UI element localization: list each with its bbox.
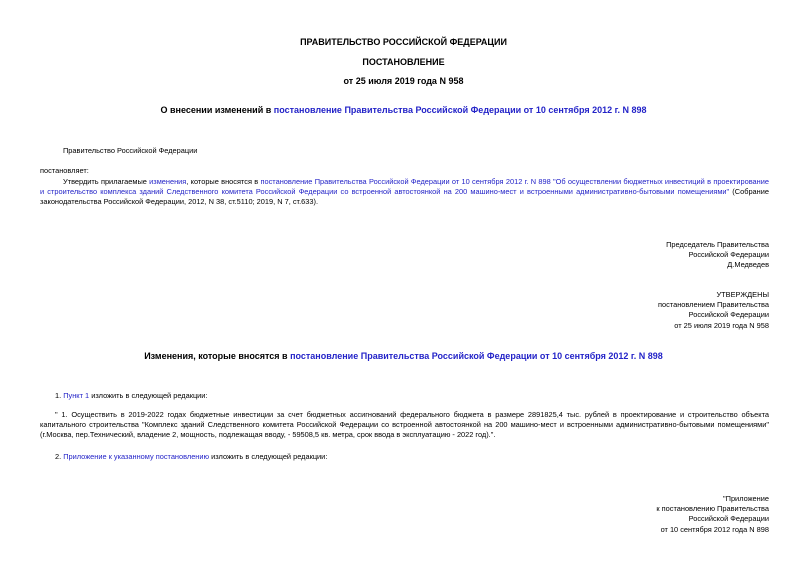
approved-country: Российской Федерации xyxy=(688,310,769,320)
appendix-date: от 10 сентября 2012 года N 898 xyxy=(660,524,769,534)
header-government: ПРАВИТЕЛЬСТВО РОССИЙСКОЙ ФЕДЕРАЦИИ xyxy=(300,37,507,47)
item-2 xyxy=(55,452,327,462)
changes-title xyxy=(0,351,807,361)
item-1-link[interactable]: Пункт 1 xyxy=(63,391,90,400)
item-1-text: изложить в следующей редакции: xyxy=(89,391,208,400)
header-decree-type: ПОСТАНОВЛЕНИЕ xyxy=(362,57,445,67)
approve-suffix: (Собрание законодательства Российской Федерации, 2012, N 38, ст.5110; 2019, N 7, ст.633). xyxy=(40,187,769,207)
signature-name: Д.Медведев xyxy=(727,260,769,270)
government-label: Правительство Российской Федерации xyxy=(63,146,198,155)
item-1-number: 1. xyxy=(55,391,64,400)
approved-date: от 25 июля 2019 года N 958 xyxy=(674,320,769,330)
approved-block xyxy=(500,290,769,331)
item-2-link[interactable]: Приложение к указанному постановлению xyxy=(63,452,210,461)
appendix-block xyxy=(500,494,769,535)
changes-link[interactable]: изменения xyxy=(149,177,187,186)
appendix-to: к постановлению Правительства xyxy=(656,504,769,514)
header-date: от 25 июля 2019 года N 958 xyxy=(343,76,464,86)
signature-block xyxy=(500,240,769,271)
approve-mid: , которые вносятся в xyxy=(186,177,261,186)
decrees-label: постановляет: xyxy=(40,166,89,175)
approve-paragraph xyxy=(40,177,769,208)
signature-title: Председатель Правительства xyxy=(666,240,769,249)
quote-paragraph: " 1. Осуществить в 2019-2022 годах бюджетные инвестиции за счет бюджетных ассигнований федерального бюджета в размере 2891825,4 тыс. рублей в проектирование и строительство объекта капитального строительства "Комплекс зданий Следственного комитета Российской Федерации со встроенной автостоянкой на 200 машино-мест и встроенными административно-бытовыми помещениями" (г.Москва, пер.Технический, владение 2, мощность, подлежащая вводу, - 59508,5 кв. метра, срок ввода в эксплуатацию - 2022 год).". xyxy=(40,410,769,440)
approved-heading: УТВЕРЖДЕНЫ xyxy=(716,290,769,299)
changes-title-link[interactable]: постановление Правительства Российской Федерации от 10 сентября 2012 г. N 898 xyxy=(290,351,663,361)
signature-country: Российской Федерации xyxy=(688,250,769,260)
title-link[interactable]: постановление Правительства Российской Федерации от 10 сентября 2012 г. N 898 xyxy=(273,105,647,115)
item-2-text: изложить в следующей редакции: xyxy=(209,452,328,461)
document-title xyxy=(0,105,807,115)
appendix-country: Российской Федерации xyxy=(688,514,769,524)
changes-title-prefix: Изменения, которые вносятся в xyxy=(144,351,291,361)
appendix-heading: "Приложение xyxy=(723,494,769,503)
item-2-number: 2. xyxy=(55,452,64,461)
approved-by: постановлением Правительства xyxy=(658,300,769,310)
approve-prefix: Утвердить прилагаемые xyxy=(63,177,150,186)
document-title-prefix: О внесении изменений в xyxy=(160,105,274,115)
item-1 xyxy=(55,391,208,401)
decree-898-link[interactable]: постановление Правительства Российской Федерации от 10 сентября 2012 г. N 898 "Об осуществлении бюджетных инвестиций в проектирование и строительство комплекса зданий Следственного комитета Российской Федерации со встроенной автостоянкой на 200 машино-мест и встроенными административно-бытовыми помещениями" xyxy=(40,177,769,197)
